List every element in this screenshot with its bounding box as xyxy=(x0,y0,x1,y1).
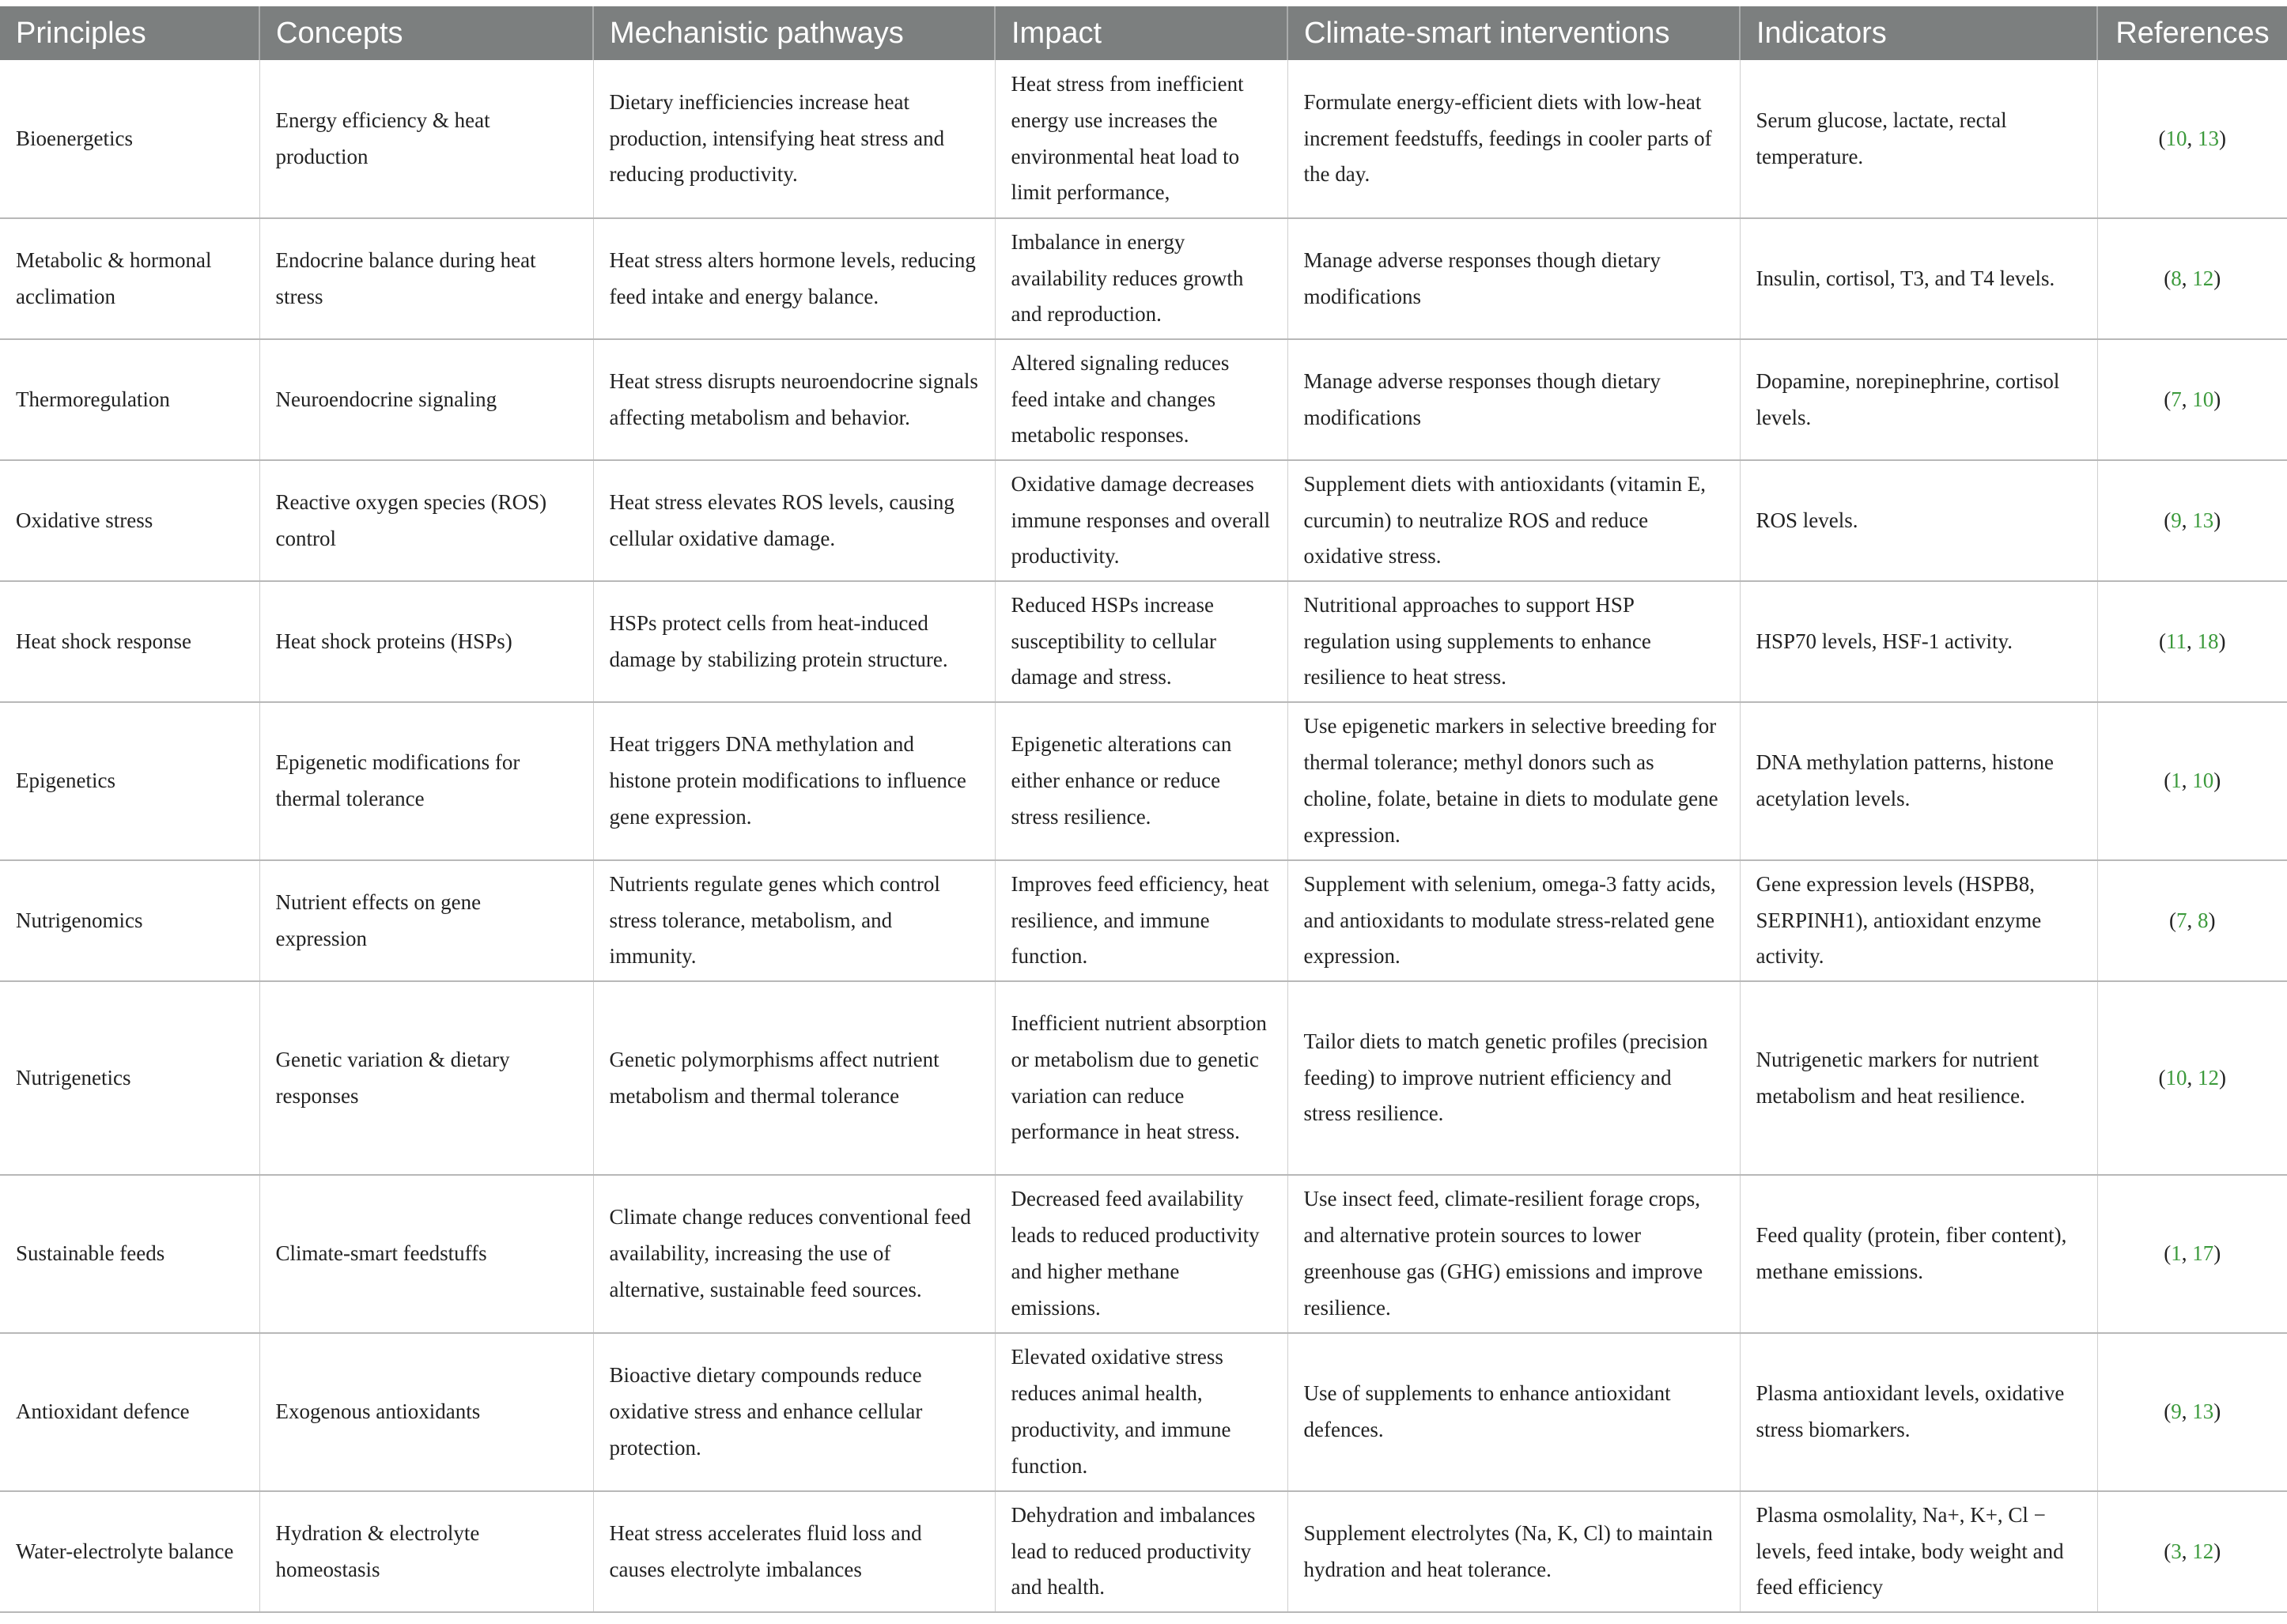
cell-pathway: Dietary inefficiencies increase heat production, intensifying heat stress and reducing productivity. xyxy=(593,60,995,218)
reference-link[interactable]: 12 xyxy=(2198,1065,2219,1090)
cell-concept: Nutrient effects on gene expression xyxy=(259,860,593,981)
table-row xyxy=(0,860,2287,981)
reference-link[interactable]: 10 xyxy=(2165,1065,2187,1090)
reference-link[interactable]: 12 xyxy=(2192,266,2214,290)
cell-intervention: Supplement electrolytes (Na, K, Cl) to maintain hydration and heat tolerance. xyxy=(1287,1491,1740,1612)
cell-pathway: Heat stress elevates ROS levels, causing cellular oxidative damage. xyxy=(593,460,995,581)
cell-references: (3, 12) xyxy=(2097,1491,2287,1612)
cell-principle: Oxidative stress xyxy=(0,460,259,581)
cell-pathway: Heat stress disrupts neuroendocrine signals affecting metabolism and behavior. xyxy=(593,339,995,460)
cell-concept: Hydration & electrolyte homeostasis xyxy=(259,1491,593,1612)
cell-indicators: Dopamine, norepinephrine, cortisol levels. xyxy=(1740,339,2097,460)
table-row xyxy=(0,702,2287,860)
cell-concept: Endocrine balance during heat stress xyxy=(259,218,593,339)
cell-references: (10, 12) xyxy=(2097,981,2287,1175)
cell-principle: Epigenetics xyxy=(0,702,259,860)
header-mechanistic-pathways: Mechanistic pathways xyxy=(593,6,995,60)
reference-link[interactable]: 18 xyxy=(2197,629,2219,653)
cell-references: (7, 8) xyxy=(2097,860,2287,981)
cell-intervention: Use epigenetic markers in selective breeding for thermal tolerance; methyl donors such as choline, folate, betaine in diets to modulate gene expression. xyxy=(1287,702,1740,860)
cell-principle: Antioxidant defence xyxy=(0,1333,259,1491)
cell-principle: Water-electrolyte balance xyxy=(0,1491,259,1612)
cell-impact: Imbalance in energy availability reduces growth and reproduction. xyxy=(995,218,1287,339)
cell-pathway: Heat triggers DNA methylation and histone protein modifications to influence gene expression. xyxy=(593,702,995,860)
cell-concept: Epigenetic modifications for thermal tolerance xyxy=(259,702,593,860)
reference-link[interactable]: 7 xyxy=(2176,908,2187,932)
cell-impact: Heat stress from inefficient energy use increases the environmental heat load to limit performance, xyxy=(995,60,1287,218)
cell-indicators: ROS levels. xyxy=(1740,460,2097,581)
cell-concept: Energy efficiency & heat production xyxy=(259,60,593,218)
reference-link[interactable]: 13 xyxy=(2198,126,2219,150)
header-principles: Principles xyxy=(0,6,259,60)
cell-impact: Reduced HSPs increase susceptibility to cellular damage and stress. xyxy=(995,581,1287,702)
cell-references: (8, 12) xyxy=(2097,218,2287,339)
cell-indicators: Plasma osmolality, Na+, K+, Cl − levels, feed intake, body weight and feed efficiency xyxy=(1740,1491,2097,1612)
cell-intervention: Supplement with selenium, omega-3 fatty acids, and antioxidants to modulate stress-related gene expression. xyxy=(1287,860,1740,981)
cell-indicators: Insulin, cortisol, T3, and T4 levels. xyxy=(1740,218,2097,339)
reference-link[interactable]: 3 xyxy=(2171,1539,2182,1563)
cell-intervention: Nutritional approaches to support HSP regulation using supplements to enhance resilience to heat stress. xyxy=(1287,581,1740,702)
cell-intervention: Tailor diets to match genetic profiles (precision feeding) to improve nutrient efficiency and stress resilience. xyxy=(1287,981,1740,1175)
cell-principle: Heat shock response xyxy=(0,581,259,702)
cell-impact: Oxidative damage decreases immune responses and overall productivity. xyxy=(995,460,1287,581)
cell-intervention: Manage adverse responses though dietary modifications xyxy=(1287,339,1740,460)
cell-principle: Sustainable feeds xyxy=(0,1175,259,1333)
reference-link[interactable]: 1 xyxy=(2171,1241,2182,1266)
header-row xyxy=(0,6,2287,60)
cell-concept: Reactive oxygen species (ROS) control xyxy=(259,460,593,581)
cell-indicators: Gene expression levels (HSPB8, SERPINH1), antioxidant enzyme activity. xyxy=(1740,860,2097,981)
cell-principle: Bioenergetics xyxy=(0,60,259,218)
cell-indicators: DNA methylation patterns, histone acetylation levels. xyxy=(1740,702,2097,860)
cell-pathway: Nutrients regulate genes which control stress tolerance, metabolism, and immunity. xyxy=(593,860,995,981)
header-concepts: Concepts xyxy=(259,6,593,60)
cell-impact: Dehydration and imbalances lead to reduced productivity and health. xyxy=(995,1491,1287,1612)
climate-smart-nutrition-table xyxy=(0,6,2287,1613)
cell-intervention: Manage adverse responses though dietary modifications xyxy=(1287,218,1740,339)
table-row xyxy=(0,981,2287,1175)
cell-indicators: Serum glucose, lactate, rectal temperature. xyxy=(1740,60,2097,218)
cell-intervention: Use insect feed, climate-resilient forage crops, and alternative protein sources to lower greenhouse gas (GHG) emissions and improve resilience. xyxy=(1287,1175,1740,1333)
reference-link[interactable]: 1 xyxy=(2171,769,2182,793)
reference-link[interactable]: 9 xyxy=(2171,1399,2182,1424)
cell-pathway: Heat stress alters hormone levels, reducing feed intake and energy balance. xyxy=(593,218,995,339)
cell-references: (1, 17) xyxy=(2097,1175,2287,1333)
reference-link[interactable]: 11 xyxy=(2166,629,2187,653)
cell-concept: Heat shock proteins (HSPs) xyxy=(259,581,593,702)
cell-concept: Neuroendocrine signaling xyxy=(259,339,593,460)
table-row xyxy=(0,460,2287,581)
table-row xyxy=(0,1175,2287,1333)
table-row xyxy=(0,60,2287,218)
cell-concept: Climate-smart feedstuffs xyxy=(259,1175,593,1333)
reference-link[interactable]: 8 xyxy=(2171,266,2182,290)
reference-link[interactable]: 7 xyxy=(2171,387,2182,411)
cell-pathway: Climate change reduces conventional feed availability, increasing the use of alternative, sustainable feed sources. xyxy=(593,1175,995,1333)
cell-intervention: Use of supplements to enhance antioxidant defences. xyxy=(1287,1333,1740,1491)
cell-principle: Nutrigenetics xyxy=(0,981,259,1175)
cell-principle: Metabolic & hormonal acclimation xyxy=(0,218,259,339)
table-row xyxy=(0,1333,2287,1491)
reference-link[interactable]: 9 xyxy=(2171,508,2182,532)
cell-indicators: Feed quality (protein, fiber content), methane emissions. xyxy=(1740,1175,2097,1333)
cell-principle: Thermoregulation xyxy=(0,339,259,460)
reference-link[interactable]: 13 xyxy=(2192,1399,2214,1424)
cell-impact: Decreased feed availability leads to reduced productivity and higher methane emissions. xyxy=(995,1175,1287,1333)
cell-references: (7, 10) xyxy=(2097,339,2287,460)
cell-impact: Epigenetic alterations can either enhance or reduce stress resilience. xyxy=(995,702,1287,860)
reference-link[interactable]: 8 xyxy=(2198,908,2209,932)
header-climate-smart-interventions: Climate-smart interventions xyxy=(1287,6,1740,60)
reference-link[interactable]: 10 xyxy=(2192,769,2214,793)
cell-pathway: HSPs protect cells from heat-induced damage by stabilizing protein structure. xyxy=(593,581,995,702)
header-impact: Impact xyxy=(995,6,1287,60)
table-row xyxy=(0,339,2287,460)
cell-principle: Nutrigenomics xyxy=(0,860,259,981)
cell-pathway: Genetic polymorphisms affect nutrient metabolism and thermal tolerance xyxy=(593,981,995,1175)
cell-impact: Inefficient nutrient absorption or metabolism due to genetic variation can reduce performance in heat stress. xyxy=(995,981,1287,1175)
cell-indicators: HSP70 levels, HSF-1 activity. xyxy=(1740,581,2097,702)
reference-link[interactable]: 13 xyxy=(2192,508,2214,532)
table-row xyxy=(0,581,2287,702)
cell-references: (11, 18) xyxy=(2097,581,2287,702)
cell-intervention: Supplement diets with antioxidants (vitamin E, curcumin) to neutralize ROS and reduce oxidative stress. xyxy=(1287,460,1740,581)
cell-concept: Genetic variation & dietary responses xyxy=(259,981,593,1175)
header-indicators: Indicators xyxy=(1740,6,2097,60)
table-row xyxy=(0,218,2287,339)
cell-references: (1, 10) xyxy=(2097,702,2287,860)
cell-references: (10, 13) xyxy=(2097,60,2287,218)
reference-link[interactable]: 17 xyxy=(2192,1241,2214,1266)
cell-impact: Altered signaling reduces feed intake and changes metabolic responses. xyxy=(995,339,1287,460)
cell-impact: Improves feed efficiency, heat resilience, and immune function. xyxy=(995,860,1287,981)
cell-impact: Elevated oxidative stress reduces animal health, productivity, and immune function. xyxy=(995,1333,1287,1491)
reference-link[interactable]: 12 xyxy=(2192,1539,2214,1563)
reference-link[interactable]: 10 xyxy=(2165,126,2187,150)
cell-references: (9, 13) xyxy=(2097,460,2287,581)
cell-indicators: Plasma antioxidant levels, oxidative stress biomarkers. xyxy=(1740,1333,2097,1491)
cell-pathway: Heat stress accelerates fluid loss and causes electrolyte imbalances xyxy=(593,1491,995,1612)
reference-link[interactable]: 10 xyxy=(2192,387,2214,411)
table-row xyxy=(0,1491,2287,1612)
cell-references: (9, 13) xyxy=(2097,1333,2287,1491)
header-references: References xyxy=(2097,6,2287,60)
cell-pathway: Bioactive dietary compounds reduce oxidative stress and enhance cellular protection. xyxy=(593,1333,995,1491)
cell-intervention: Formulate energy-efficient diets with low-heat increment feedstuffs, feedings in cooler parts of the day. xyxy=(1287,60,1740,218)
cell-indicators: Nutrigenetic markers for nutrient metabolism and heat resilience. xyxy=(1740,981,2097,1175)
cell-concept: Exogenous antioxidants xyxy=(259,1333,593,1491)
